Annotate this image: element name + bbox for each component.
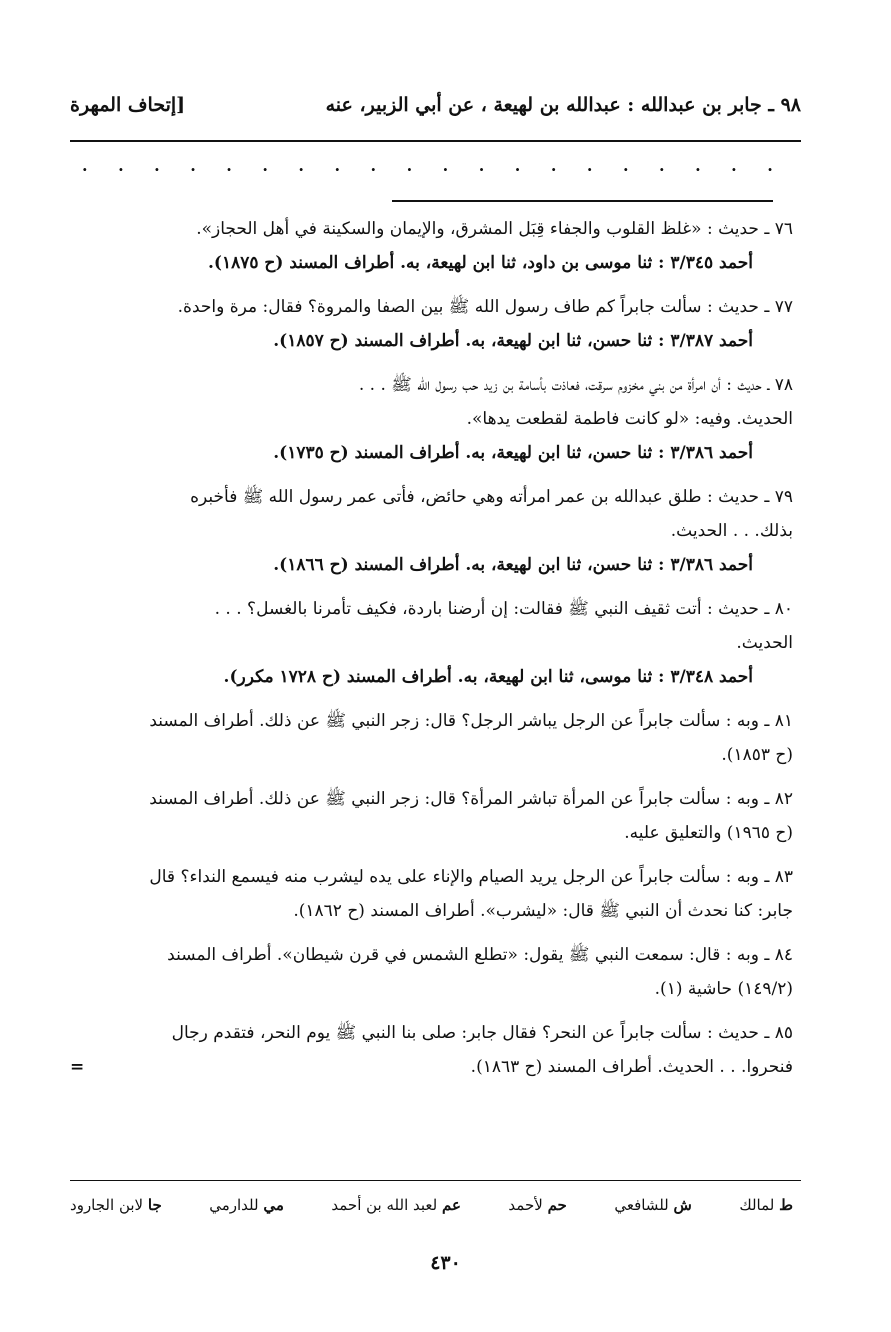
separator-dot: · [586, 160, 593, 179]
abbreviations-legend [70, 1196, 793, 1214]
abbreviation-code: عم [442, 1196, 461, 1214]
hadith-text-line: بذلك. . . الحديث. [670, 521, 793, 541]
hadith-entry [70, 368, 793, 470]
hadith-text-line: الحديث. وفيه: «لو كانت فاطمة لقطعت يدها». [466, 409, 793, 429]
hadith-entry [70, 480, 793, 582]
hadith-text-fragment: فنحروا. . . الحديث. أطراف المسند (ح ١٨٦٣). [470, 1057, 793, 1077]
hadith-entry [70, 860, 793, 928]
hadith-text-line: ٨٢ ـ وبه : سألت جابراً عن المرأة تباشر المرأة؟ قال: زجر النبي ﷺ عن ذلك. أطراف المسند [149, 789, 793, 809]
hadith-text-line: ٧٨ ـ حديث : أن امرأة من بني مخزوم سرقت، فعاذت بأسامة بن زيد حب رسول الله ﷺ . . . [358, 375, 793, 395]
hadith-entry [70, 592, 793, 694]
footer-divider [70, 1180, 801, 1181]
separator-dot: · [406, 160, 413, 179]
separator-dot: · [298, 160, 304, 179]
abbreviation-item [508, 1196, 566, 1214]
separator-dot: · [550, 160, 557, 179]
abbreviation-name: لمالك [739, 1196, 775, 1214]
hadith-text-line: ٧٦ ـ حديث : «غلظ القلوب والجفاء قِبَل المشرق، والإيمان والسكينة في أهل الحجاز». [196, 219, 793, 239]
hadith-entry [70, 212, 793, 280]
page-number: ٤٣٠ [430, 1252, 461, 1274]
abbreviation-code: ط [779, 1196, 793, 1214]
hadith-text-line: (١٤٩/٢) حاشية (١). [654, 979, 793, 999]
page-header [70, 88, 801, 122]
hadith-reference: أحمد ٣/٣٤٨ : ثنا موسى، ثنا ابن لهيعة، به. أطراف المسند (ح ١٧٢٨ مكرر). [223, 667, 753, 687]
abbreviation-name: للشافعي [614, 1196, 669, 1214]
hadith-text-line: ٨١ ـ وبه : سألت جابراً عن الرجل يباشر الرجل؟ قال: زجر النبي ﷺ عن ذلك. أطراف المسند [149, 711, 793, 731]
hadith-reference: أحمد ٣/٣٨٦ : ثنا حسن، ثنا ابن لهيعة، به. أطراف المسند (ح ١٨٦٦). [273, 555, 753, 575]
separator-dot: · [262, 160, 268, 179]
separator-dot: · [154, 160, 160, 179]
header-divider [70, 140, 801, 142]
separator-dot: · [478, 160, 485, 179]
abbreviation-code: حم [547, 1196, 567, 1214]
separator-dot: · [334, 160, 341, 179]
hadith-entry [70, 290, 793, 358]
hadith-text-line [70, 1050, 793, 1084]
hadith-text-line: ٨٣ ـ وبه : سألت جابراً عن الرجل يريد الصيام والإناء على يده ليشرب منه فيسمع النداء؟ قال [149, 867, 793, 887]
chapter-title: ٩٨ ـ جابر بن عبدالله : عبدالله بن لهيعة ، عن أبي الزبير، عنه [325, 94, 801, 116]
abbreviation-code: مي [263, 1196, 284, 1214]
hadith-text-line: ٧٧ ـ حديث : سألت جابراً كم طاف رسول الله ﷺ بين الصفا والمروة؟ فقال: مرة واحدة. [177, 297, 793, 317]
separator-dot: · [514, 160, 521, 179]
separator-dot: · [118, 160, 124, 179]
hadith-text-line: جابر: كنا نحدث أن النبي ﷺ قال: «ليشرب». أطراف المسند (ح ١٨٦٢). [293, 901, 793, 921]
hadith-text-line: (ح ١٨٥٣). [721, 745, 793, 765]
separator-dot: · [190, 160, 196, 179]
separator-dot: · [695, 160, 701, 179]
abbreviation-item [331, 1196, 461, 1214]
separator-dot: · [226, 160, 232, 179]
hadith-text-line: ٧٩ ـ حديث : طلق عبدالله بن عمر امرأته وهي حائض، فأتى عمر رسول الله ﷺ فأخبره [190, 487, 793, 507]
dot-separator-row [82, 160, 773, 179]
separator-dot: · [731, 160, 737, 179]
hadith-text-line: ٨٤ ـ وبه : قال: سمعت النبي ﷺ يقول: «تطلع الشمس في قرن شيطان». أطراف المسند [167, 945, 793, 965]
hadith-list [70, 212, 793, 1094]
book-title: [إتحاف المهرة [70, 94, 186, 116]
abbreviation-item [614, 1196, 692, 1214]
separator-dot: · [622, 160, 629, 179]
hadith-text-line: (ح ١٩٦٥) والتعليق عليه. [624, 823, 793, 843]
separator-dot: · [659, 160, 665, 179]
continuation-mark: = [70, 1057, 85, 1077]
separator-dot: · [370, 160, 377, 179]
abbreviation-code: ش [673, 1196, 692, 1214]
abbreviation-name: لابن الجارود [70, 1196, 144, 1214]
abbreviation-name: للدارمي [209, 1196, 259, 1214]
hadith-text-line: الحديث. [736, 633, 793, 653]
abbreviation-item [70, 1196, 162, 1214]
separator-dot: · [442, 160, 449, 179]
separator-dot: · [82, 160, 88, 179]
hadith-entry [70, 782, 793, 850]
abbreviation-item [209, 1196, 284, 1214]
hadith-reference: أحمد ٣/٣٤٥ : ثنا موسى بن داود، ثنا ابن لهيعة، به. أطراف المسند (ح ١٨٧٥). [207, 253, 753, 273]
hadith-entry [70, 938, 793, 1006]
separator-dot: · [767, 160, 773, 179]
abbreviation-code: جا [147, 1196, 162, 1214]
abbreviation-name: لأحمد [508, 1196, 543, 1214]
hadith-text-line: ٨٥ ـ حديث : سألت جابراً عن النحر؟ فقال جابر: صلى بنا النبي ﷺ يوم النحر، فتقدم رجال [171, 1023, 793, 1043]
section-divider [392, 200, 773, 202]
hadith-text-line: ٨٠ ـ حديث : أتت ثقيف النبي ﷺ فقالت: إن أرضنا باردة، فكيف تأمرنا بالغسل؟ . . . [214, 599, 793, 619]
hadith-reference: أحمد ٣/٣٨٧ : ثنا حسن، ثنا ابن لهيعة، به. أطراف المسند (ح ١٨٥٧). [273, 331, 753, 351]
hadith-entry [70, 704, 793, 772]
abbreviation-name: لعبد الله بن أحمد [331, 1196, 438, 1214]
abbreviation-item [739, 1196, 793, 1214]
hadith-entry [70, 1016, 793, 1084]
hadith-reference: أحمد ٣/٣٨٦ : ثنا حسن، ثنا ابن لهيعة، به. أطراف المسند (ح ١٧٣٥). [273, 443, 753, 463]
